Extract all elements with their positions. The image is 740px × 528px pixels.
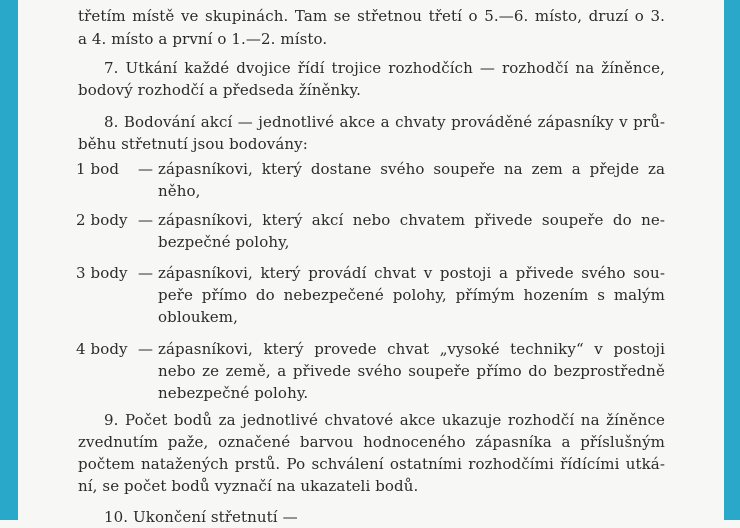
intro-line-1: třetím místě ve skupinách. Tam se střetnou třetí o 5.—6. místo, druzí o 3. (78, 7, 665, 25)
points-desc-4-line-1: zápasníkovi, který provede chvat „vysoké techniky“ v postoji (158, 340, 665, 358)
right-blue-border (724, 0, 740, 520)
paragraph-10-heading: 10. Ukončení střetnutí — (104, 508, 298, 526)
points-desc-1-line-1: zápasníkovi, který dostane svého soupeře na zem a přejde za (158, 160, 665, 178)
points-desc-3-line-3: obloukem, (158, 308, 238, 326)
paragraph-7-line-2: bodový rozhodčí a předseda žíněnky. (78, 81, 361, 99)
points-dash-3: — (138, 264, 154, 282)
points-desc-2-line-1: zápasníkovi, který akcí nebo chvatem přivede soupeře do ne- (158, 211, 665, 229)
paragraph-9-line-1: 9. Počet bodů za jednotlivé chvatové akce ukazuje rozhodčí na žíněnce (104, 411, 665, 429)
paragraph-9-line-2: zvednutím paže, označené barvou hodnoceného zápasníka a příslušným (78, 433, 665, 451)
points-desc-3-line-2: peře přímo do nebezpečené polohy, přímým hozením s malým (158, 286, 665, 304)
points-dash-2: — (138, 211, 154, 229)
points-desc-3-line-1: zápasníkovi, který provádí chvat v postoji a přivede svého sou- (158, 264, 665, 282)
paragraph-7-line-1: 7. Utkání každé dvojice řídí trojice rozhodčích — rozhodčí na žíněnce, (104, 59, 665, 77)
paragraph-8-line-2: běhu střetnutí jsou bodovány: (78, 135, 308, 153)
points-label-1: 1 bod (76, 160, 120, 178)
paragraph-9-line-4: ní, se počet bodů vyznačí na ukazateli bodů. (78, 477, 419, 495)
points-label-4: 4 body (76, 340, 128, 358)
points-dash-4: — (138, 340, 154, 358)
points-desc-1-line-2: něho, (158, 182, 201, 200)
paragraph-8-line-1: 8. Bodování akcí — jednotlivé akce a chvaty prováděné zápasníky v prů- (104, 113, 665, 131)
points-desc-2-line-2: bezpečné polohy, (158, 233, 290, 251)
document-page (76, 0, 668, 526)
points-label-3: 3 body (76, 264, 128, 282)
points-desc-4-line-3: nebezpečné polohy. (158, 384, 309, 402)
paragraph-9-line-3: počtem natažených prstů. Po schválení ostatními rozhodčími řídícími utká- (78, 455, 665, 473)
points-dash-1: — (138, 160, 154, 178)
left-blue-border (0, 0, 18, 520)
points-desc-4-line-2: nebo ze země, a přivede svého soupeře přímo do bezprostředně (158, 362, 665, 380)
points-label-2: 2 body (76, 211, 128, 229)
intro-line-2: a 4. místo a první o 1.—2. místo. (78, 30, 328, 48)
